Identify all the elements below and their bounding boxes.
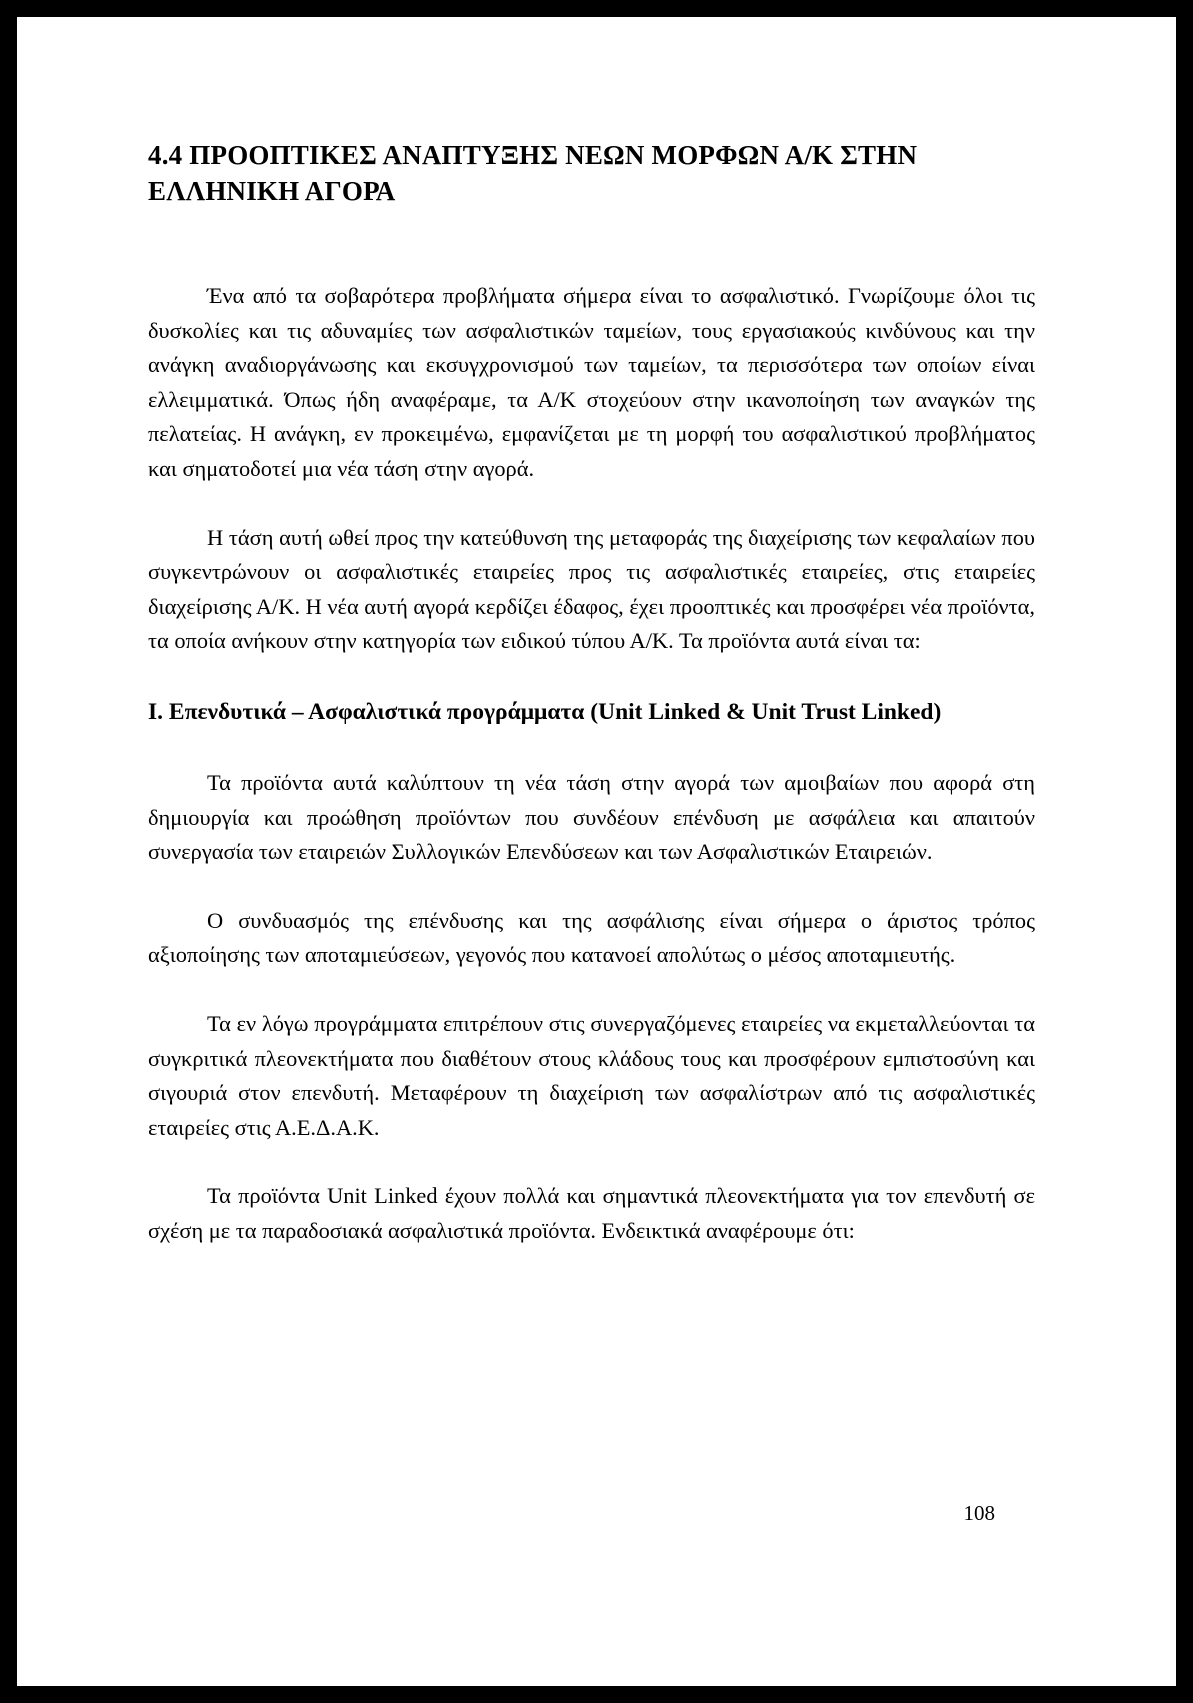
spacer	[148, 487, 1035, 521]
spacer	[148, 730, 1035, 766]
paragraph-trend: Η τάση αυτή ωθεί προς την κατεύθυνση της μεταφοράς της διαχείρισης των κεφαλαίων που συγκεντρώνουν οι ασφαλιστικές εταιρείες προς τις ασφαλιστικές εταιρείες, στις εταιρείες διαχείρισης Α/Κ. Η νέα αυτή αγορά κερδίζει έδαφος, έχει προοπτικές και προσφέρει νέα προϊόντα, τα οποία ανήκουν στην κατηγορία των ειδικού τύπου Α/Κ. Τα προϊόντα αυτά είναι τα:	[148, 524, 1035, 654]
spacer	[148, 209, 1035, 279]
paragraph-intro: Ένα από τα σοβαρότερα προβλήματα σήμερα είναι το ασφαλιστικό. Γνωρίζουμε όλοι τις δυσκολίες και τις αδυναμίες των ασφαλιστικών ταμείων, τους εργασιακούς κινδύνους και την ανάγκη αναδιοργάνωσης και εκσυγχρονισμού των ταμείων, τα περισσότερα των οποίων είναι ελλειμματικά. Όπως ήδη αναφέραμε, τα Α/Κ στοχεύουν στην ικανοποίηση των αναγκών της πελατείας. Η ανάγκη, εν προκειμένω, εμφανίζεται με τη μορφή του ασφαλιστικού προβλήματος και σηματοδοτεί μια νέα τάση στην αγορά.	[148, 283, 1035, 481]
paragraph-products: Τα προϊόντα αυτά καλύπτουν τη νέα τάση στην αγορά των αμοιβαίων που αφορά στη δημιουργία και προώθηση προϊόντων που συνδέουν επένδυση με ασφάλεια και απαιτούν συνεργασία των εταιρειών Συλλογικών Επενδύσεων και των Ασφαλιστικών Εταιρειών.	[148, 769, 1035, 865]
paragraph-advantages: Τα προϊόντα Unit Linked έχουν πολλά και σημαντικά πλεονεκτήματα για τον επενδυτή σε σχέση με τα παραδοσιακά ασφαλιστικά προϊόντα. Ενδεικτικά αναφέρουμε ότι:	[148, 1183, 1035, 1243]
page-content	[148, 137, 1035, 1248]
document-page	[17, 17, 1176, 1686]
spacer	[148, 659, 1035, 695]
paragraph-combination: Ο συνδυασμός της επένδυσης και της ασφάλισης είναι σήμερα ο άριστος τρόπος αξιοποίησης των αποταμιεύσεων, γεγονός που κατανοεί απολύτως ο μέσος αποταμιευτής.	[148, 907, 1035, 968]
subsection-heading: Ι. Επενδυτικά – Ασφαλιστικά προγράμματα (Unit Linked & Unit Trust Linked)	[148, 698, 942, 725]
spacer	[148, 973, 1035, 1007]
paragraph-programs: Τα εν λόγω προγράμματα επιτρέπουν στις συνεργαζόμενες εταιρείες να εκμεταλλεύονται τα συγκριτικά πλεονεκτήματα που διαθέτουν στους κλάδους τους και προσφέρουν εμπιστοσύνη και σιγουριά στον επενδυτή. Μεταφέρουν τη διαχείριση των ασφαλίστρων από τις ασφαλιστικές εταιρείες στις Α.Ε.Δ.Α.Κ.	[148, 1010, 1035, 1140]
page-number: 108	[963, 1501, 995, 1525]
section-heading: 4.4 ΠΡΟΟΠΤΙΚΕΣ ΑΝΑΠΤΥΞΗΣ ΝΕΩΝ ΜΟΡΦΩΝ Α/Κ ΣΤΗΝ ΕΛΛΗΝΙΚΗ ΑΓΟΡΑ	[148, 140, 918, 206]
spacer	[148, 1145, 1035, 1179]
spacer	[148, 870, 1035, 904]
